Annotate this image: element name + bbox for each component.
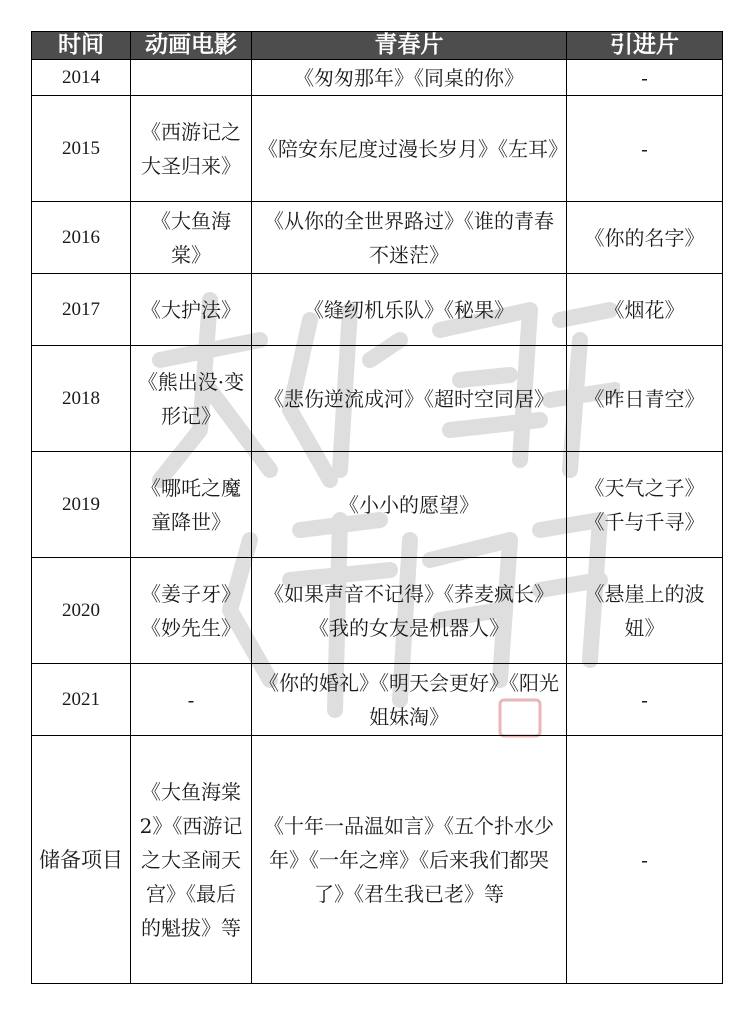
cell-year: 2017 bbox=[32, 274, 131, 346]
cell-imported: 《昨日青空》 bbox=[567, 346, 723, 452]
cell-year: 2015 bbox=[32, 96, 131, 202]
header-time: 时间 bbox=[32, 32, 131, 60]
cell-animation: 《姜子牙》《妙先生》 bbox=[131, 558, 252, 664]
cell-animation bbox=[131, 60, 252, 96]
cell-youth: 《陪安东尼度过漫长岁月》《左耳》 bbox=[252, 96, 567, 202]
cell-youth: 《小小的愿望》 bbox=[252, 452, 567, 558]
cell-imported: 《天气之子》《千与千寻》 bbox=[567, 452, 723, 558]
table-row bbox=[32, 60, 723, 96]
cell-youth: 《缝纫机乐队》《秘果》 bbox=[252, 274, 567, 346]
table-row bbox=[32, 274, 723, 346]
cell-imported: - bbox=[567, 60, 723, 96]
cell-imported: - bbox=[567, 664, 723, 736]
table-row bbox=[32, 96, 723, 202]
table-row bbox=[32, 558, 723, 664]
cell-youth: 《十年一品温如言》《五个扑水少年》《一年之痒》《后来我们都哭了》《君生我已老》等 bbox=[252, 736, 567, 984]
cell-year: 2019 bbox=[32, 452, 131, 558]
cell-animation: 《西游记之大圣归来》 bbox=[131, 96, 252, 202]
cell-youth: 《从你的全世界路过》《谁的青春不迷茫》 bbox=[252, 202, 567, 274]
cell-youth: 《你的婚礼》《明天会更好》《阳光姐妹淘》 bbox=[252, 664, 567, 736]
table-row bbox=[32, 346, 723, 452]
cell-animation: - bbox=[131, 664, 252, 736]
cell-imported: - bbox=[567, 96, 723, 202]
cell-imported: - bbox=[567, 736, 723, 984]
cell-youth: 《匆匆那年》《同桌的你》 bbox=[252, 60, 567, 96]
cell-year: 2014 bbox=[32, 60, 131, 96]
table-row bbox=[32, 736, 723, 984]
film-categories-table bbox=[31, 31, 723, 984]
cell-year: 2018 bbox=[32, 346, 131, 452]
header-animation: 动画电影 bbox=[131, 32, 252, 60]
header-imported: 引进片 bbox=[567, 32, 723, 60]
cell-year: 2016 bbox=[32, 202, 131, 274]
cell-animation: 《大鱼海棠》 bbox=[131, 202, 252, 274]
table-row bbox=[32, 452, 723, 558]
table-row bbox=[32, 664, 723, 736]
cell-imported: 《你的名字》 bbox=[567, 202, 723, 274]
cell-youth: 《如果声音不记得》《荞麦疯长》《我的女友是机器人》 bbox=[252, 558, 567, 664]
cell-imported: 《烟花》 bbox=[567, 274, 723, 346]
cell-year: 2020 bbox=[32, 558, 131, 664]
table-row bbox=[32, 202, 723, 274]
cell-imported: 《悬崖上的波妞》 bbox=[567, 558, 723, 664]
cell-animation: 《大鱼海棠2》《西游记之大圣闹天宫》《最后的魁拔》等 bbox=[131, 736, 252, 984]
cell-year: 2021 bbox=[32, 664, 131, 736]
cell-animation: 《熊出没·变形记》 bbox=[131, 346, 252, 452]
cell-animation: 《大护法》 bbox=[131, 274, 252, 346]
cell-youth: 《悲伤逆流成河》《超时空同居》 bbox=[252, 346, 567, 452]
table-header-row bbox=[32, 32, 723, 60]
cell-animation: 《哪吒之魔童降世》 bbox=[131, 452, 252, 558]
header-youth: 青春片 bbox=[252, 32, 567, 60]
cell-year: 储备项目 bbox=[32, 736, 131, 984]
